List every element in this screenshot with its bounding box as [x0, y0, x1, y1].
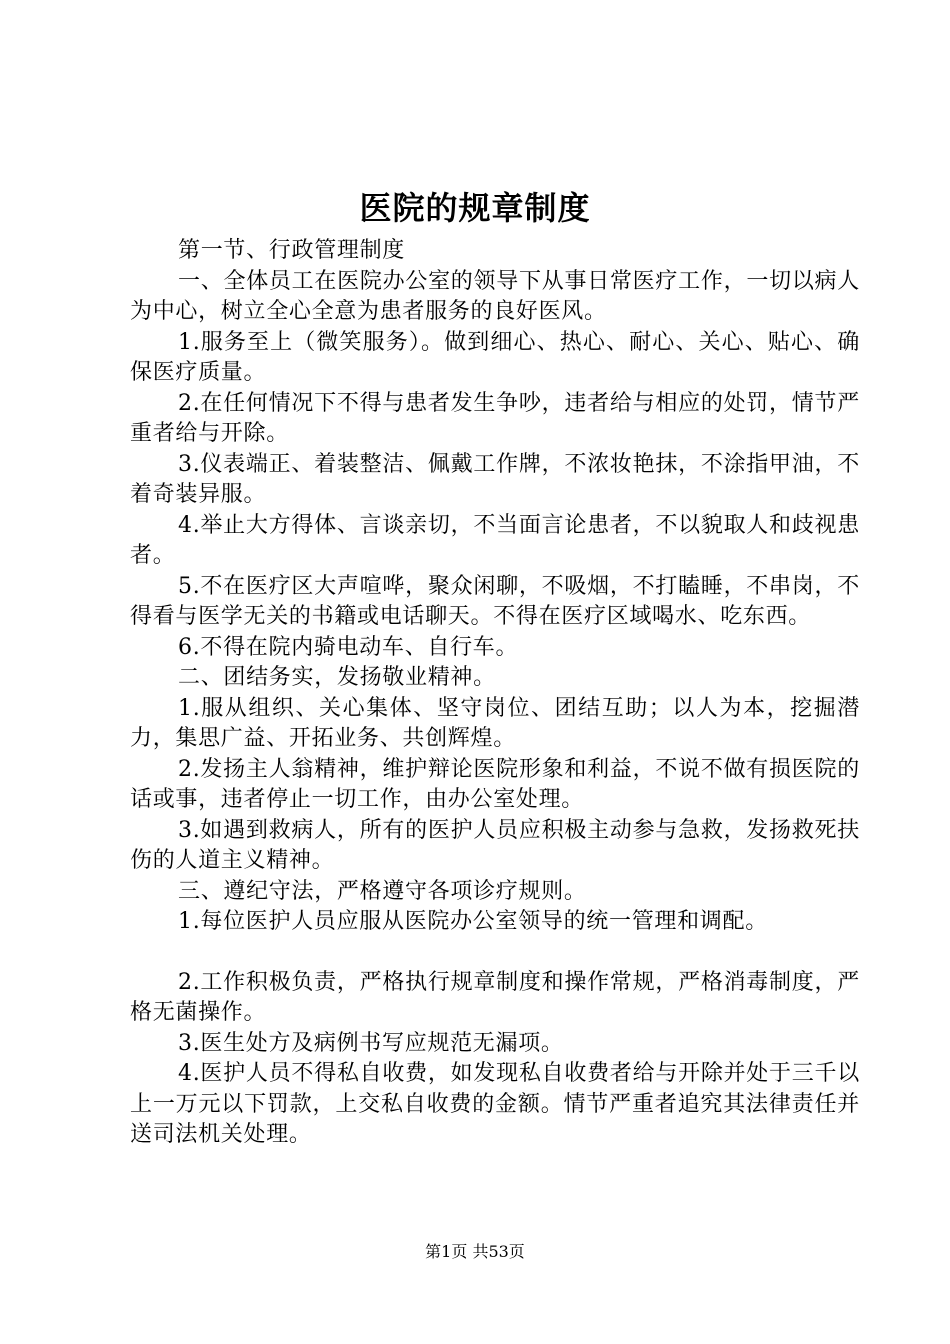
paragraph: 1.服从组织、关心集体、坚守岗位、团结互助；以人为本，挖掘潜力，集思广益、开拓业务、共创辉煌。 [130, 695, 860, 751]
paragraph: 二、团结务实，发扬敬业精神。 [178, 665, 496, 690]
paragraph: 3.仪表端正、着装整洁、佩戴工作牌，不浓妆艳抹，不涂指甲油，不着奇装异服。 [130, 451, 860, 507]
paragraph: 1.服务至上（微笑服务）。做到细心、热心、耐心、关心、贴心、确保医疗质量。 [130, 329, 860, 385]
paragraph: 3.医生处方及病例书写应规范无漏项。 [178, 1030, 564, 1056]
page-number-footer: 第1页 共53页 [425, 1242, 525, 1261]
paragraph: 4.举止大方得体、言谈亲切，不当面言论患者，不以貌取人和歧视患者。 [130, 512, 860, 568]
document-body [130, 236, 860, 1151]
paragraph: 5.不在医疗区大声喧哗，聚众闲聊，不吸烟，不打瞌睡，不串岗，不得看与医学无关的书籍或电话聊天。不得在医疗区域喝水、吃东西。 [130, 573, 860, 629]
document-title: 医院的规章制度 [359, 189, 591, 227]
paragraph: 2.工作积极负责，严格执行规章制度和操作常规，严格消毒制度，严格无菌操作。 [130, 969, 860, 1025]
paragraph: 4.医护人员不得私自收费，如发现私自收费者给与开除并处于三千以上一万元以下罚款，上交私自收费的金额。情节严重者追究其法律责任并送司法机关处理。 [130, 1061, 860, 1147]
paragraph: 一、全体员工在医院办公室的领导下从事日常医疗工作，一切以病人为中心，树立全心全意为患者服务的良好医风。 [130, 268, 860, 324]
paragraph: 1.每位医护人员应服从医院办公室领导的统一管理和调配。 [178, 909, 768, 934]
section-heading: 第一节、行政管理制度 [178, 238, 406, 263]
paragraph: 2.在任何情况下不得与患者发生争吵，违者给与相应的处罚，情节严重者给与开除。 [130, 390, 860, 446]
paragraph: 2.发扬主人翁精神，维护辩论医院形象和利益，不说不做有损医院的话或事，违者停止一切工作，由办公室处理。 [130, 756, 860, 812]
paragraph: 6.不得在院内骑电动车、自行车。 [178, 634, 519, 660]
paragraph: 三、遵纪守法，严格遵守各项诊疗规则。 [178, 878, 587, 904]
paragraph: 3.如遇到救病人，所有的医护人员应积极主动参与急救，发扬救死扶伤的人道主义精神。 [130, 817, 860, 873]
